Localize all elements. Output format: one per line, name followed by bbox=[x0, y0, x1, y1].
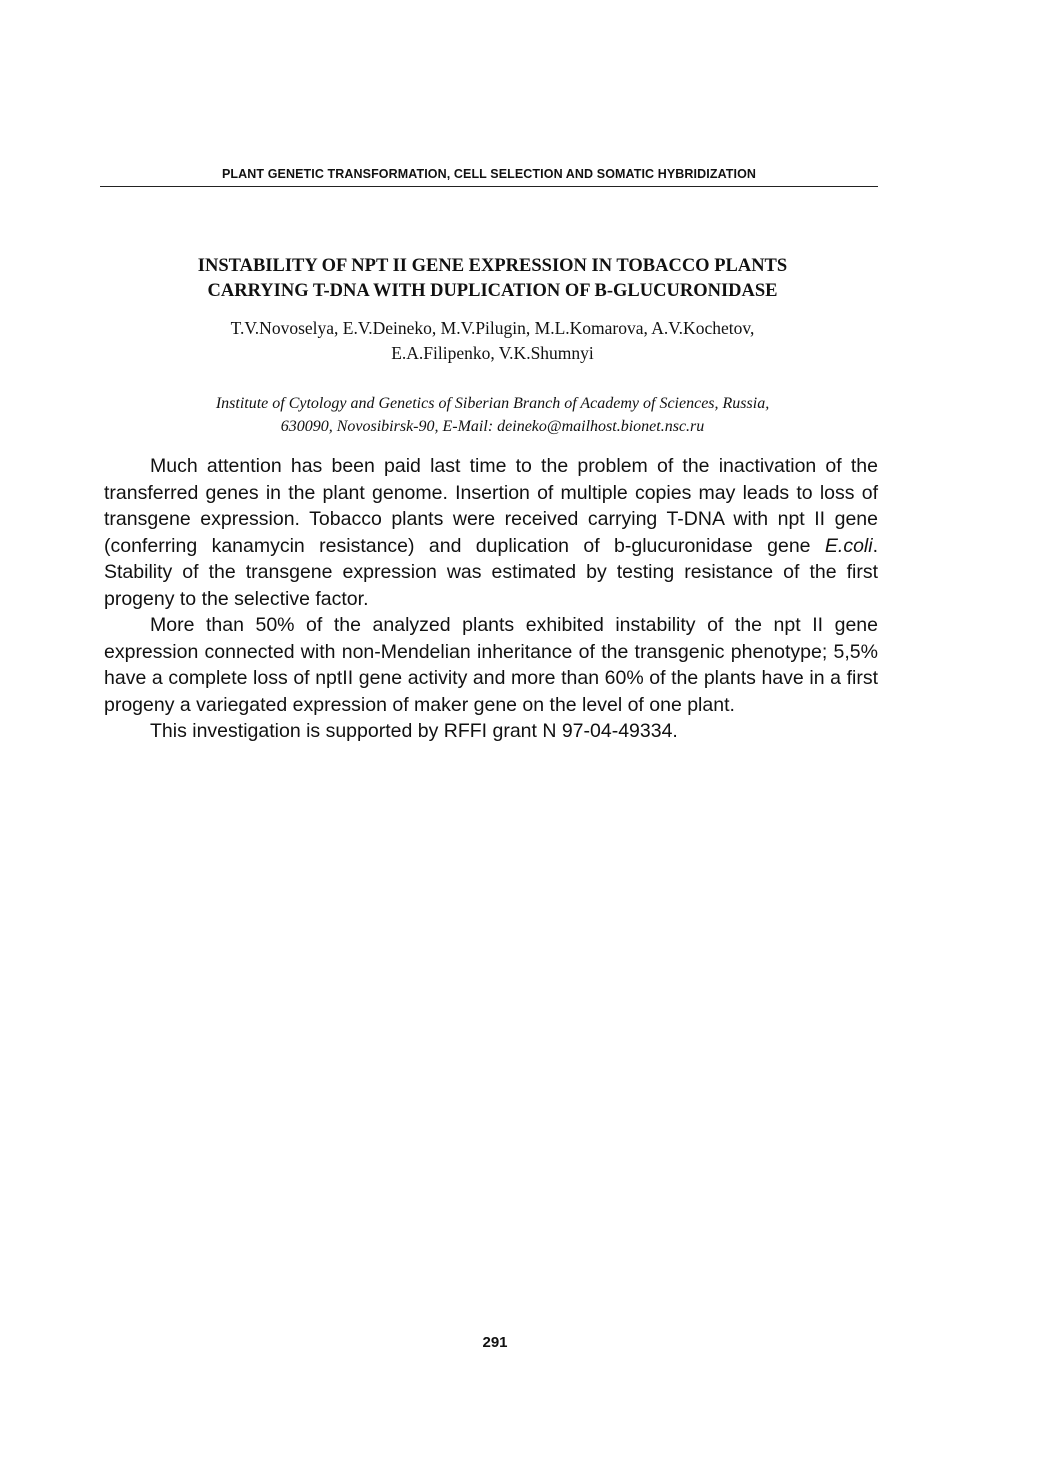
page-number: 291 bbox=[482, 1334, 508, 1351]
affiliation bbox=[70, 392, 915, 438]
title-line-1: INSTABILITY OF NPT II GENE EXPRESSION IN TOBACCO PLANTS bbox=[197, 256, 788, 276]
article-title bbox=[70, 254, 915, 304]
abstract-body bbox=[104, 453, 878, 745]
paragraph-2: More than 50% of the analyzed plants exhibited instability of the npt II gene expression connected with non-Mendelian inheritance of the transgenic phenotype; 5,5% have a complete loss of nptII gene activity and more than 60% of the plants have in a first progeny a variegated expression of maker gene on the level of one plant. bbox=[104, 614, 878, 716]
affiliation-line-1: Institute of Cytology and Genetics of Siberian Branch of Academy of Sciences, Russia, bbox=[215, 395, 770, 412]
authors-line-1: T.V.Novoselya, E.V.Deineko, M.V.Pilugin, M.L.Komarova, A.V.Kochetov, bbox=[230, 318, 755, 338]
running-header: PLANT GENETIC TRANSFORMATION, CELL SELECTION AND SOMATIC HYBRIDIZATION bbox=[221, 167, 757, 181]
header-rule bbox=[100, 186, 878, 187]
affiliation-line-2: 630090, Novosibirsk-90, E-Mail: deineko@mailhost.bionet.nsc.ru bbox=[280, 418, 705, 435]
paragraph-3: This investigation is supported by RFFI grant N 97-04-49334. bbox=[150, 720, 678, 742]
author-list bbox=[70, 316, 915, 366]
authors-line-2: E.A.Filipenko, V.K.Shumnyi bbox=[391, 343, 594, 363]
species-name: E.coli bbox=[824, 534, 873, 557]
paragraph-1-text-b: . Stability of the transgene expression was estimated by testing resistance of the first progeny to the selective factor. bbox=[104, 534, 878, 610]
title-line-2: CARRYING T-DNA WITH DUPLICATION OF B-GLUCURONIDASE bbox=[207, 281, 778, 301]
paragraph-1-text-a: Much attention has been paid last time to the problem of the inactivation of the transferred genes in the plant genome. Insertion of multiple copies may leads to loss of transgene expression. Tobacco plants were received carrying T-DNA with npt II gene (conferring kanamycin resistance) and duplication of b-glucuronidase gene bbox=[104, 455, 878, 557]
paragraph-1 bbox=[104, 453, 878, 612]
